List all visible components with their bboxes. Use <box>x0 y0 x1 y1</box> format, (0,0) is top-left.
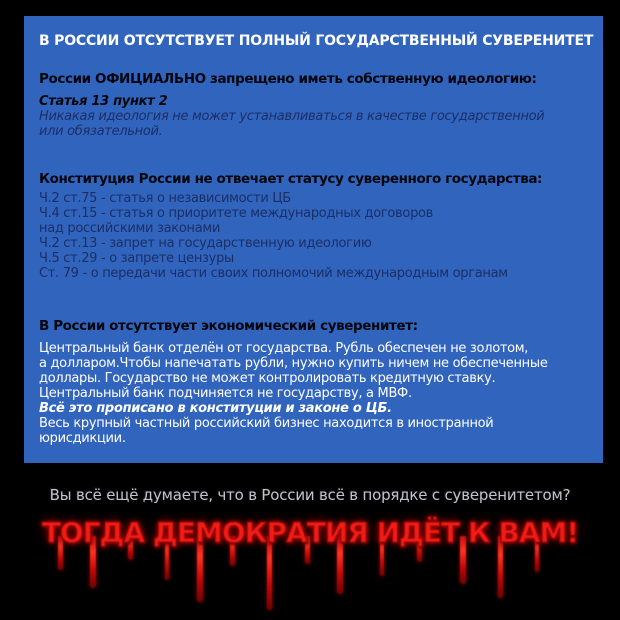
footer-question: Вы всё ещё думаете, что в России всё в порядке с суверенитетом? <box>49 486 571 504</box>
blood-slogan-area <box>0 516 620 549</box>
blood-slogan-text: ТОГДА ДЕМОКРАТИЯ ИДЁТ К ВАМ! <box>41 516 579 549</box>
ideology-heading: России ОФИЦИАЛЬНО запрещено иметь собственную идеологию: <box>39 71 537 87</box>
constitution-line: Ч.2 ст.75 - статья о независимости ЦБ <box>39 191 291 206</box>
economy-body <box>39 341 589 446</box>
poster-panel <box>24 16 603 463</box>
economy-line: Центральный банк подчиняется не государству, а МВФ. <box>39 386 412 401</box>
economy-line-emphasis: Всё это прописано в конституции и законе о ЦБ. <box>39 401 392 416</box>
economy-line: а долларом.Чтобы напечатать рубли, нужно купить ничем не обеспеченные <box>39 356 548 371</box>
economy-line: доллары. Государство не может контролировать кредитную ставку. <box>39 371 496 386</box>
ideology-line: Статья 13 пункт 2 <box>39 94 168 109</box>
economy-line: Центральный банк отделён от государства. Рубль обеспечен не золотом, <box>39 341 529 356</box>
economy-line: юрисдикции. <box>39 431 126 446</box>
section-ideology <box>39 71 589 139</box>
economy-heading: В России отсутствует экономический суверенитет: <box>39 318 418 334</box>
poster-title: В РОССИИ ОТСУТСТВУЕТ ПОЛНЫЙ ГОСУДАРСТВЕННЫЙ СУВЕРЕНИТЕТ <box>39 33 594 49</box>
constitution-body <box>39 191 589 281</box>
constitution-line: над российскими законами <box>39 221 221 236</box>
constitution-line: Ч.2 ст.13 - запрет на государственную идеологию <box>39 236 372 251</box>
ideology-body <box>39 94 589 139</box>
ideology-line: Никакая идеология не может устанавливаться в качестве государственной <box>39 109 545 124</box>
economy-line: Весь крупный частный российский бизнес находится в иностранной <box>39 416 494 431</box>
ideology-line: или обязательной. <box>39 124 163 139</box>
constitution-line: Ч.4 ст.15 - статья о приоритете международных договоров <box>39 206 434 221</box>
constitution-heading: Конституция России не отвечает статусу суверенного государства: <box>39 171 543 187</box>
blood-slogan <box>42 516 578 549</box>
section-constitution <box>39 171 589 281</box>
constitution-line: Ч.5 ст.29 - о запрете цензуры <box>39 251 234 266</box>
constitution-line: Ст. 79 - о передачи части своих полномочий международным органам <box>39 266 508 281</box>
section-economy <box>39 318 589 446</box>
